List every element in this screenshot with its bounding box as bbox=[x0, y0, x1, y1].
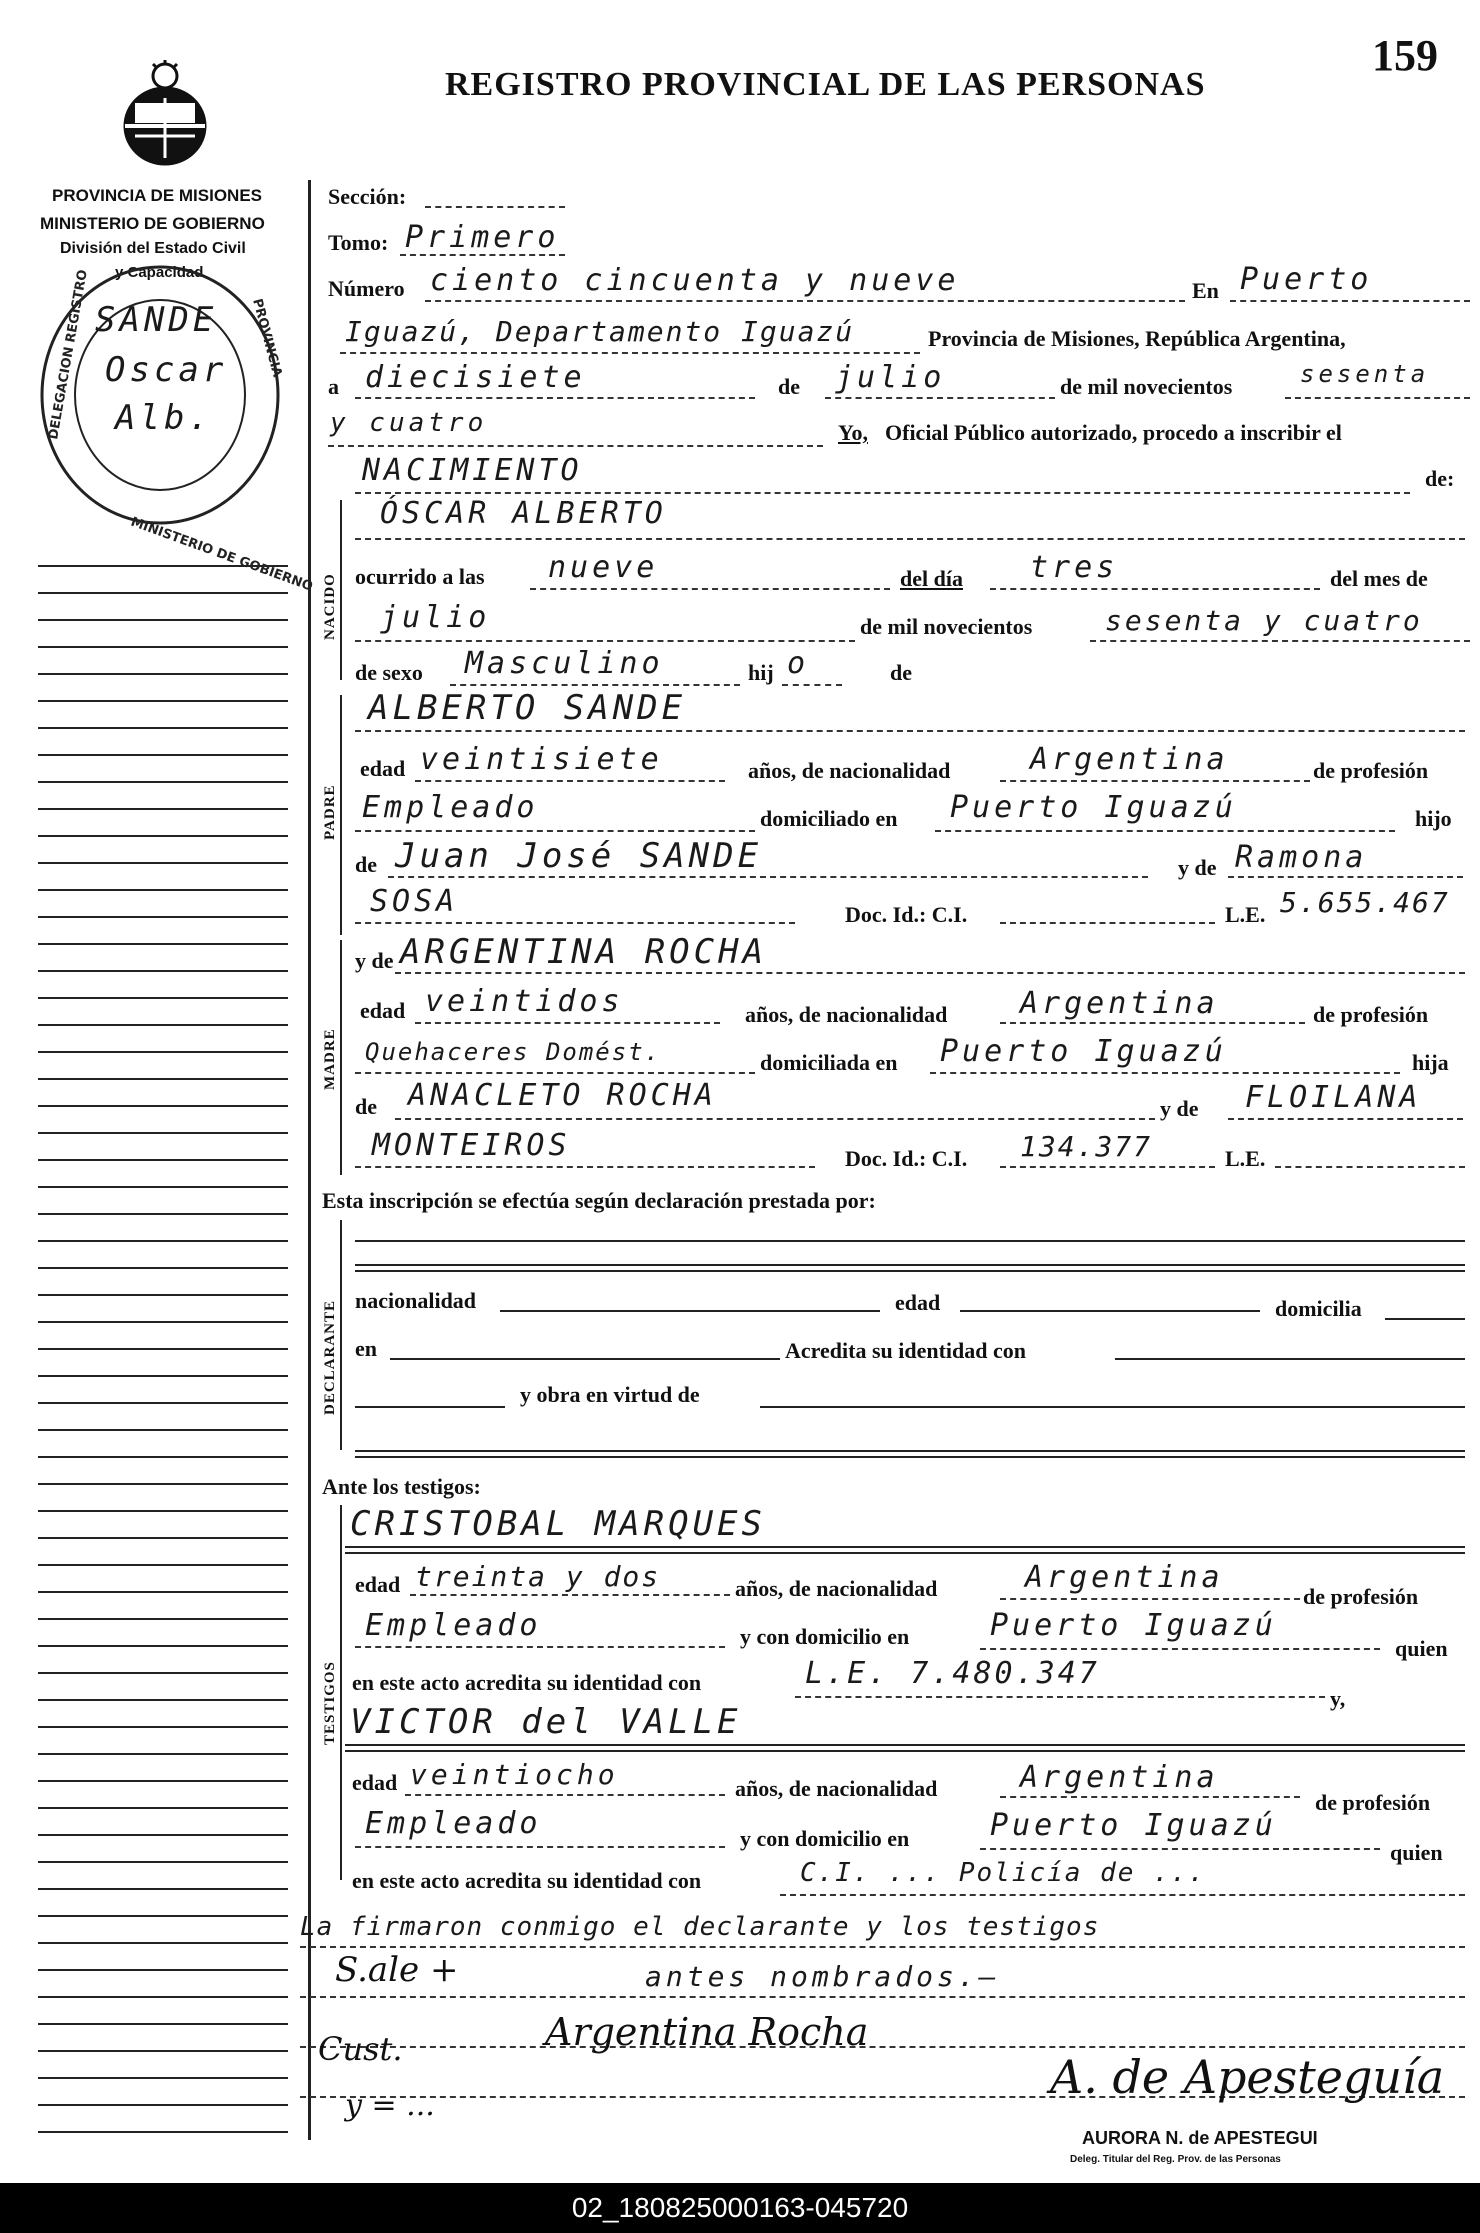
field-padre-le: 5.655.467 bbox=[1280, 886, 1450, 919]
field-madre-nac: Argentina bbox=[1020, 986, 1219, 1021]
stamp-handwritten-2: Oscar bbox=[105, 350, 228, 390]
label-edad-t2: edad bbox=[352, 1770, 398, 1795]
label-inscripcion: Esta inscripción se efectúa según declaración prestada por: bbox=[322, 1188, 876, 1213]
label-obra: y obra en virtud de bbox=[520, 1382, 700, 1407]
field-t2-prof: Empleado bbox=[365, 1806, 542, 1841]
field-numero: ciento cincuenta y nueve bbox=[430, 263, 960, 298]
label-de-mil2: de mil novecientos bbox=[860, 614, 1033, 639]
field-dia-nac: tres bbox=[1030, 550, 1119, 585]
label-del-dia: del día bbox=[900, 566, 963, 591]
field-t2-dom: Puerto Iguazú bbox=[990, 1808, 1277, 1843]
label-provincia: Provincia de Misiones, República Argentina, bbox=[928, 326, 1346, 351]
label-y-de-madre2: y de bbox=[1160, 1096, 1199, 1121]
field-padre-nac: Argentina bbox=[1030, 742, 1229, 777]
label-domiciliado: domiciliado en bbox=[760, 806, 898, 831]
field-dia: diecisiete bbox=[365, 360, 586, 395]
label-de-sexo: de sexo bbox=[355, 660, 423, 685]
padre-bracket bbox=[340, 695, 342, 935]
field-padre-prof: Empleado bbox=[362, 790, 539, 825]
label-anos-nac-madre: años, de nacionalidad bbox=[745, 1002, 948, 1027]
field-madre-prof: Quehaceres Domést. bbox=[365, 1038, 662, 1066]
field-hij-suffix: o bbox=[787, 646, 810, 681]
field-t1-dom: Puerto Iguazú bbox=[990, 1608, 1277, 1643]
label-del-mes: del mes de bbox=[1330, 566, 1428, 591]
label-quien-t1: quien bbox=[1395, 1636, 1448, 1661]
label-profesion-t2: de profesión bbox=[1315, 1790, 1431, 1815]
field-padre-madre: Ramona bbox=[1235, 840, 1368, 875]
field-en: Puerto bbox=[1240, 262, 1373, 297]
label-ante-testigos: Ante los testigos: bbox=[322, 1474, 481, 1499]
footer-bar bbox=[0, 2183, 1480, 2233]
document-title: REGISTRO PROVINCIAL DE LAS PERSONAS bbox=[445, 66, 1206, 103]
label-hija: hija bbox=[1412, 1050, 1449, 1075]
field-madre: ARGENTINA ROCHA bbox=[400, 932, 768, 972]
field-anio1: sesenta bbox=[1300, 360, 1430, 388]
label-tomo: Tomo: bbox=[328, 230, 389, 255]
header-capacidad: y Capacidad bbox=[115, 264, 204, 281]
label-domiciliada: domiciliada en bbox=[760, 1050, 898, 1075]
label-de-colon: de: bbox=[1425, 466, 1455, 491]
field-t2-nac: Argentina bbox=[1020, 1760, 1219, 1795]
field-lugar: Iguazú, Departamento Iguazú bbox=[345, 315, 855, 348]
nacido-bracket bbox=[340, 500, 342, 680]
madre-bracket bbox=[340, 940, 342, 1175]
label-edad-padre: edad bbox=[360, 756, 406, 781]
label-domicilia: domicilia bbox=[1275, 1296, 1362, 1321]
field-padre: ALBERTO SANDE bbox=[368, 688, 687, 728]
field-madre-madre-ap: MONTEIROS bbox=[372, 1128, 571, 1163]
label-anos-nac-padre: años, de nacionalidad bbox=[748, 758, 951, 783]
label-y-de-madre: y de bbox=[355, 948, 394, 973]
field-mes: julio bbox=[835, 360, 946, 395]
field-t1-id: L.E. 7.480.347 bbox=[805, 1656, 1100, 1691]
signature-left-2: Cust. bbox=[318, 2030, 403, 2068]
field-cierre1: La firmaron conmigo el declarante y los testigos bbox=[300, 1912, 1100, 1942]
label-con-domicilio-t1: y con domicilio en bbox=[740, 1624, 910, 1649]
label-ocurrido: ocurrido a las bbox=[355, 564, 485, 589]
declarante-bracket bbox=[340, 1220, 342, 1450]
field-nombre: ÓSCAR ALBERTO bbox=[380, 496, 667, 531]
label-anos-nac-t2: años, de nacionalidad bbox=[735, 1776, 938, 1801]
label-de: de bbox=[778, 374, 800, 399]
svg-text:MINISTERIO DE GOBIERNO: MINISTERIO DE GOBIERNO bbox=[128, 514, 315, 595]
label-y-comma: y, bbox=[1330, 1686, 1346, 1711]
registry-stamp bbox=[35, 250, 315, 595]
label-a: a bbox=[328, 374, 339, 399]
field-t1-edad: treinta y dos bbox=[415, 1560, 661, 1593]
side-label-declarante: DECLARANTE bbox=[322, 1299, 338, 1415]
field-testigo2: VICTOR del VALLE bbox=[350, 1702, 742, 1742]
field-anio2: y cuatro bbox=[330, 408, 488, 438]
label-de2: de bbox=[890, 660, 912, 685]
field-madre-hija-de: ANACLETO ROCHA bbox=[408, 1078, 717, 1113]
side-label-madre: MADRE bbox=[322, 1028, 338, 1090]
label-hijo: hijo bbox=[1415, 806, 1452, 831]
label-doc-id-padre: Doc. Id.: C.I. bbox=[845, 902, 968, 927]
header-division: División del Estado Civil bbox=[60, 240, 246, 257]
side-label-padre: PADRE bbox=[322, 784, 338, 840]
testigos-bracket bbox=[340, 1505, 342, 1880]
header-province: PROVINCIA DE MISIONES bbox=[52, 186, 263, 205]
field-mes-nac: julio bbox=[380, 600, 491, 635]
field-madre-madre: FLOILANA bbox=[1245, 1080, 1422, 1115]
field-anio-nac: sesenta y cuatro bbox=[1105, 604, 1423, 637]
label-edad-madre: edad bbox=[360, 998, 406, 1023]
label-edad-t1: edad bbox=[355, 1572, 401, 1597]
label-le-madre: L.E. bbox=[1225, 1146, 1266, 1171]
label-acto-acredita-t2: en este acto acredita su identidad con bbox=[352, 1868, 702, 1893]
field-padre-madre-ap: SOSA bbox=[370, 884, 459, 919]
field-t2-edad: veintiocho bbox=[410, 1758, 619, 1791]
label-yo: Yo, bbox=[838, 420, 868, 445]
field-t1-prof: Empleado bbox=[365, 1608, 542, 1643]
label-quien-t2: quien bbox=[1390, 1840, 1443, 1865]
field-t2-id: C.I. ... Policía de ... bbox=[800, 1858, 1207, 1888]
label-de-padre: de bbox=[355, 852, 377, 877]
coat-of-arms-emblem bbox=[115, 58, 215, 173]
label-profesion-padre: de profesión bbox=[1313, 758, 1429, 783]
signature-official: A. de Apesteguía bbox=[1050, 2050, 1445, 2104]
label-en: En bbox=[1192, 278, 1219, 303]
side-label-testigos: TESTIGOS bbox=[322, 1661, 338, 1745]
field-padre-edad: veintisiete bbox=[420, 742, 663, 777]
field-padre-hijo-de: Juan José SANDE bbox=[395, 836, 763, 876]
stamp-handwritten-1: SANDE bbox=[95, 300, 218, 340]
side-label-nacido: NACIDO bbox=[322, 573, 338, 640]
label-y-de-padre: y de bbox=[1178, 855, 1217, 880]
footer-id: 02_180825000163-045720 bbox=[571, 2192, 909, 2223]
field-hora: nueve bbox=[548, 550, 659, 585]
label-en-d: en bbox=[355, 1336, 377, 1361]
label-de-mil: de mil novecientos bbox=[1060, 374, 1233, 399]
label-con-domicilio-t2: y con domicilio en bbox=[740, 1826, 910, 1851]
label-seccion: Sección: bbox=[328, 184, 407, 209]
signature-left-1: S.ale + bbox=[335, 1950, 459, 1990]
field-t1-nac: Argentina bbox=[1025, 1560, 1224, 1595]
label-doc-id-madre: Doc. Id.: C.I. bbox=[845, 1146, 968, 1171]
signature-left-3: y = ... bbox=[345, 2088, 435, 2123]
field-madre-ci: 134.377 bbox=[1020, 1130, 1153, 1163]
official-stamp-role: Deleg. Titular del Reg. Prov. de las Personas bbox=[1070, 2154, 1281, 2165]
field-madre-edad: veintidos bbox=[425, 984, 624, 1019]
label-anos-nac-t1: años, de nacionalidad bbox=[735, 1576, 938, 1601]
label-edad-d: edad bbox=[895, 1290, 941, 1315]
field-testigo1: CRISTOBAL MARQUES bbox=[350, 1504, 766, 1544]
field-acto: NACIMIENTO bbox=[362, 453, 583, 488]
field-cierre2: antes nombrados.— bbox=[645, 1960, 1000, 1993]
label-profesion-madre: de profesión bbox=[1313, 1002, 1429, 1027]
page-number: 159 bbox=[1372, 31, 1438, 80]
label-de-madre: de bbox=[355, 1094, 377, 1119]
label-acredita: Acredita su identidad con bbox=[785, 1338, 1027, 1363]
label-le-padre: L.E. bbox=[1225, 902, 1266, 927]
label-numero: Número bbox=[328, 276, 405, 301]
label-oficial: Oficial Público autorizado, procedo a inscribir el bbox=[885, 420, 1342, 445]
svg-text:PROVINCIA: PROVINCIA bbox=[249, 297, 285, 379]
stamp-handwritten-3: Alb. bbox=[115, 398, 213, 438]
header-ministry: MINISTERIO DE GOBIERNO bbox=[40, 214, 265, 233]
label-hij: hij bbox=[748, 660, 774, 685]
field-padre-dom: Puerto Iguazú bbox=[950, 790, 1237, 825]
signature-mother: Argentina Rocha bbox=[545, 2010, 869, 2054]
column-divider bbox=[308, 180, 311, 2140]
label-acto-acredita-t1: en este acto acredita su identidad con bbox=[352, 1670, 702, 1695]
svg-text:DELEGACION REGISTRO: DELEGACION REGISTRO bbox=[46, 268, 91, 441]
field-tomo: Primero bbox=[405, 220, 560, 255]
label-nacionalidad-d: nacionalidad bbox=[355, 1288, 477, 1313]
label-profesion-t1: de profesión bbox=[1303, 1584, 1419, 1609]
field-madre-dom: Puerto Iguazú bbox=[940, 1034, 1227, 1069]
field-sexo: Masculino bbox=[465, 646, 664, 681]
official-stamp-name: AURORA N. de APESTEGUI bbox=[1082, 2128, 1318, 2148]
